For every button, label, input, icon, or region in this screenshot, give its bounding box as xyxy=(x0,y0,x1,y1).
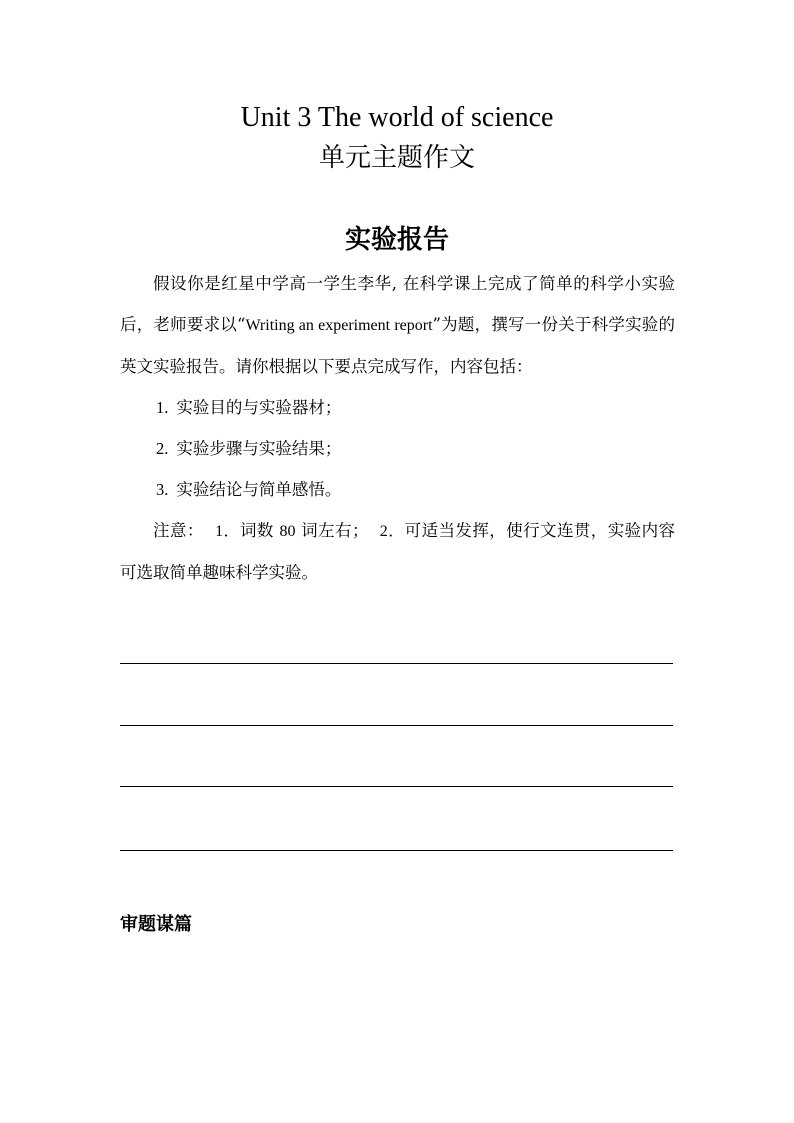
intro-before: 假设你是红星中学高一学生李华, 在科学课上完成了简单的科学小实验后，老师要求以“ xyxy=(120,274,675,334)
answer-line[interactable] xyxy=(120,786,673,787)
unit-subtitle: 单元主题作文 xyxy=(318,143,475,173)
point-number: 3. xyxy=(156,480,169,499)
point-number: 2. xyxy=(156,439,169,458)
note-1-text-before: 词数 xyxy=(239,521,280,540)
task-heading: 实验报告 xyxy=(344,225,449,255)
note-2-text: 可适当发挥，使行文连贯，实验内容可选取简单趣味科学实验。 xyxy=(120,521,676,582)
point-text: 实验结论与简单感悟。 xyxy=(176,480,342,499)
point-text: 实验步骤与实验结果； xyxy=(176,439,342,458)
answer-line[interactable] xyxy=(120,725,673,726)
answer-line[interactable] xyxy=(120,850,673,851)
task-intro xyxy=(120,263,675,387)
note-1-number: 1． xyxy=(215,523,240,540)
note-1-count: 80 xyxy=(279,523,296,540)
task-note xyxy=(120,510,675,593)
task-point xyxy=(120,428,675,469)
intro-after: ”为题，撰写一份关于科学实验的英文实验报告。请你根据以下要点完成写作，内容包括： xyxy=(120,315,676,376)
answer-line[interactable] xyxy=(120,663,673,664)
unit-title: Unit 3 The world of science xyxy=(240,102,554,133)
task-points xyxy=(120,387,675,510)
note-2-number: 2． xyxy=(379,523,405,540)
note-1-text-after: 词左右； xyxy=(295,521,369,540)
task-prompt xyxy=(120,263,675,593)
intro-title: Writing an experiment report xyxy=(245,317,433,334)
task-point xyxy=(120,387,675,428)
point-number: 1. xyxy=(156,398,169,417)
note-label: 注意： xyxy=(153,521,204,540)
task-point xyxy=(120,469,675,510)
point-text: 实验目的与实验器材； xyxy=(176,398,342,417)
analysis-heading: 审题谋篇 xyxy=(120,914,192,935)
